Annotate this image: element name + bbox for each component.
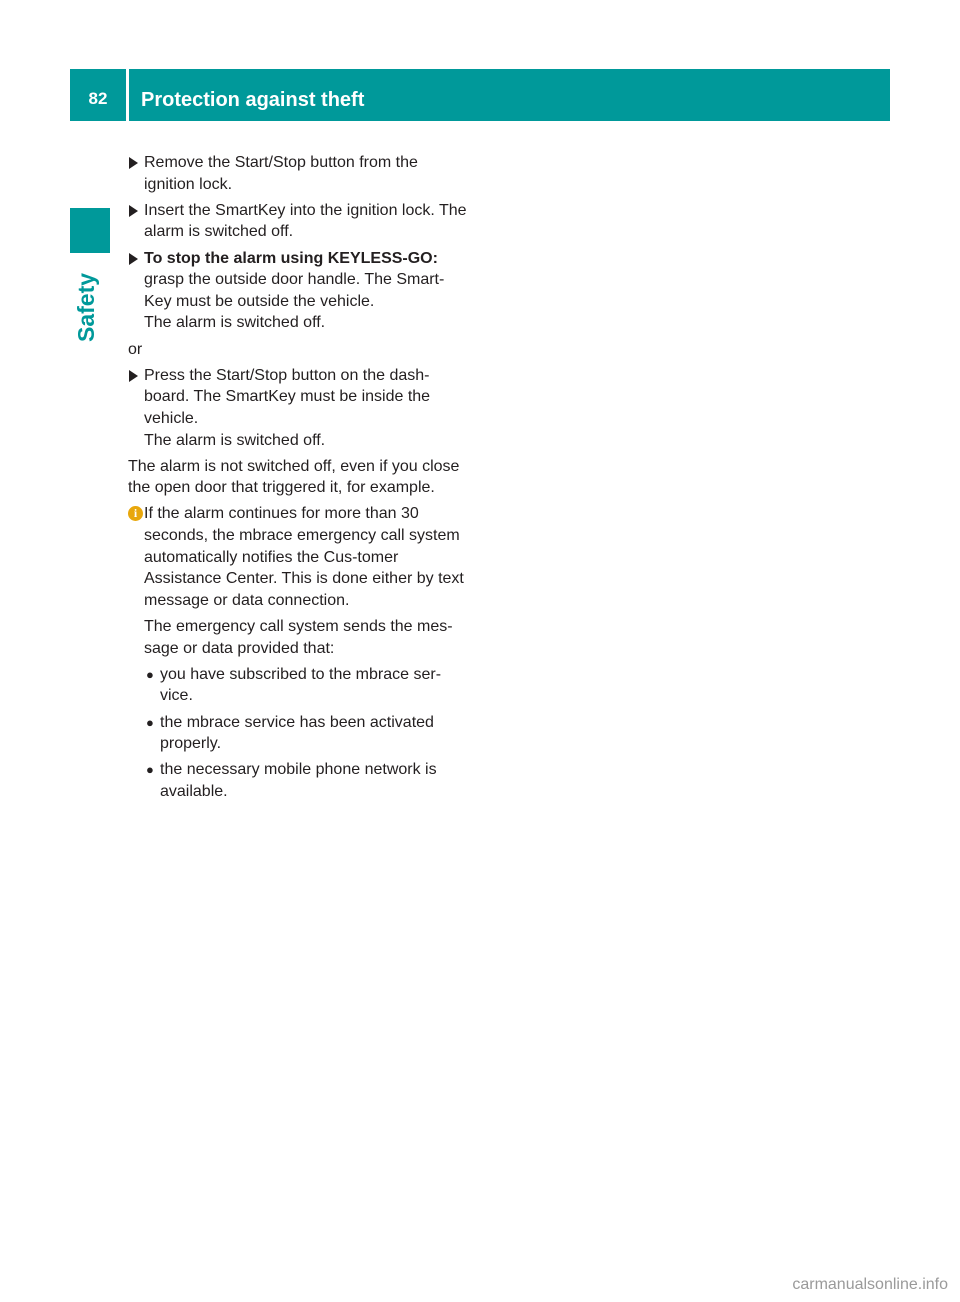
list-item-text: you have subscribed to the mbrace ser-vice. (160, 665, 442, 705)
bullet-icon: ● (146, 762, 154, 778)
bullet-icon: ● (146, 714, 154, 730)
info-icon: i (128, 506, 143, 521)
step-arrow-icon (129, 370, 138, 382)
info-paragraph: The emergency call system sends the mes-sage or data provided that: (144, 618, 453, 657)
step-heading: To stop the alarm using KEYLESS-GO: (144, 249, 438, 267)
step-arrow-icon (129, 253, 138, 265)
section-label: Safety (73, 272, 99, 342)
step-text: Remove the Start/Stop button from the ignition lock. (144, 154, 418, 193)
bullet-icon: ● (146, 666, 154, 682)
watermark: carmanualsonline.info (792, 1276, 948, 1293)
header-divider (126, 69, 129, 121)
page-number: 82 (88, 89, 108, 108)
step-item (128, 248, 468, 334)
list-item (144, 664, 468, 707)
step-text: grasp the outside door handle. The Smart-Key must be outside the vehicle. (144, 271, 445, 310)
step-result: The alarm is switched off. (144, 314, 326, 332)
section-marker (70, 208, 110, 253)
step-text: Insert the SmartKey into the ignition lock. The alarm is switched off. (144, 201, 467, 241)
step-arrow-icon (129, 205, 138, 217)
step-item (128, 152, 468, 195)
body-paragraph: The alarm is not switched off, even if you close the open door that triggered it, for example. (128, 457, 460, 497)
or-label: or (128, 340, 143, 358)
step-text: Press the Start/Stop button on the dash-board. The SmartKey must be inside the vehicle. (144, 366, 431, 427)
page-title: Protection against theft (141, 89, 365, 111)
info-paragraph: If the alarm continues for more than 30 seconds, the mbrace emergency call system automatically notifies the Cus-tomer Assistance Center. This is done either by text message or data connection. (144, 505, 464, 609)
step-arrow-icon (129, 157, 138, 169)
list-item-text: the necessary mobile phone network is available. (160, 761, 437, 800)
step-result: The alarm is switched off. (144, 431, 326, 449)
list-item (144, 712, 468, 755)
step-item (128, 365, 468, 451)
step-item (128, 200, 468, 243)
list-item-text: the mbrace service has been activated properly. (160, 713, 434, 753)
list-item (144, 759, 468, 802)
main-content (128, 152, 468, 807)
info-note (128, 503, 468, 802)
